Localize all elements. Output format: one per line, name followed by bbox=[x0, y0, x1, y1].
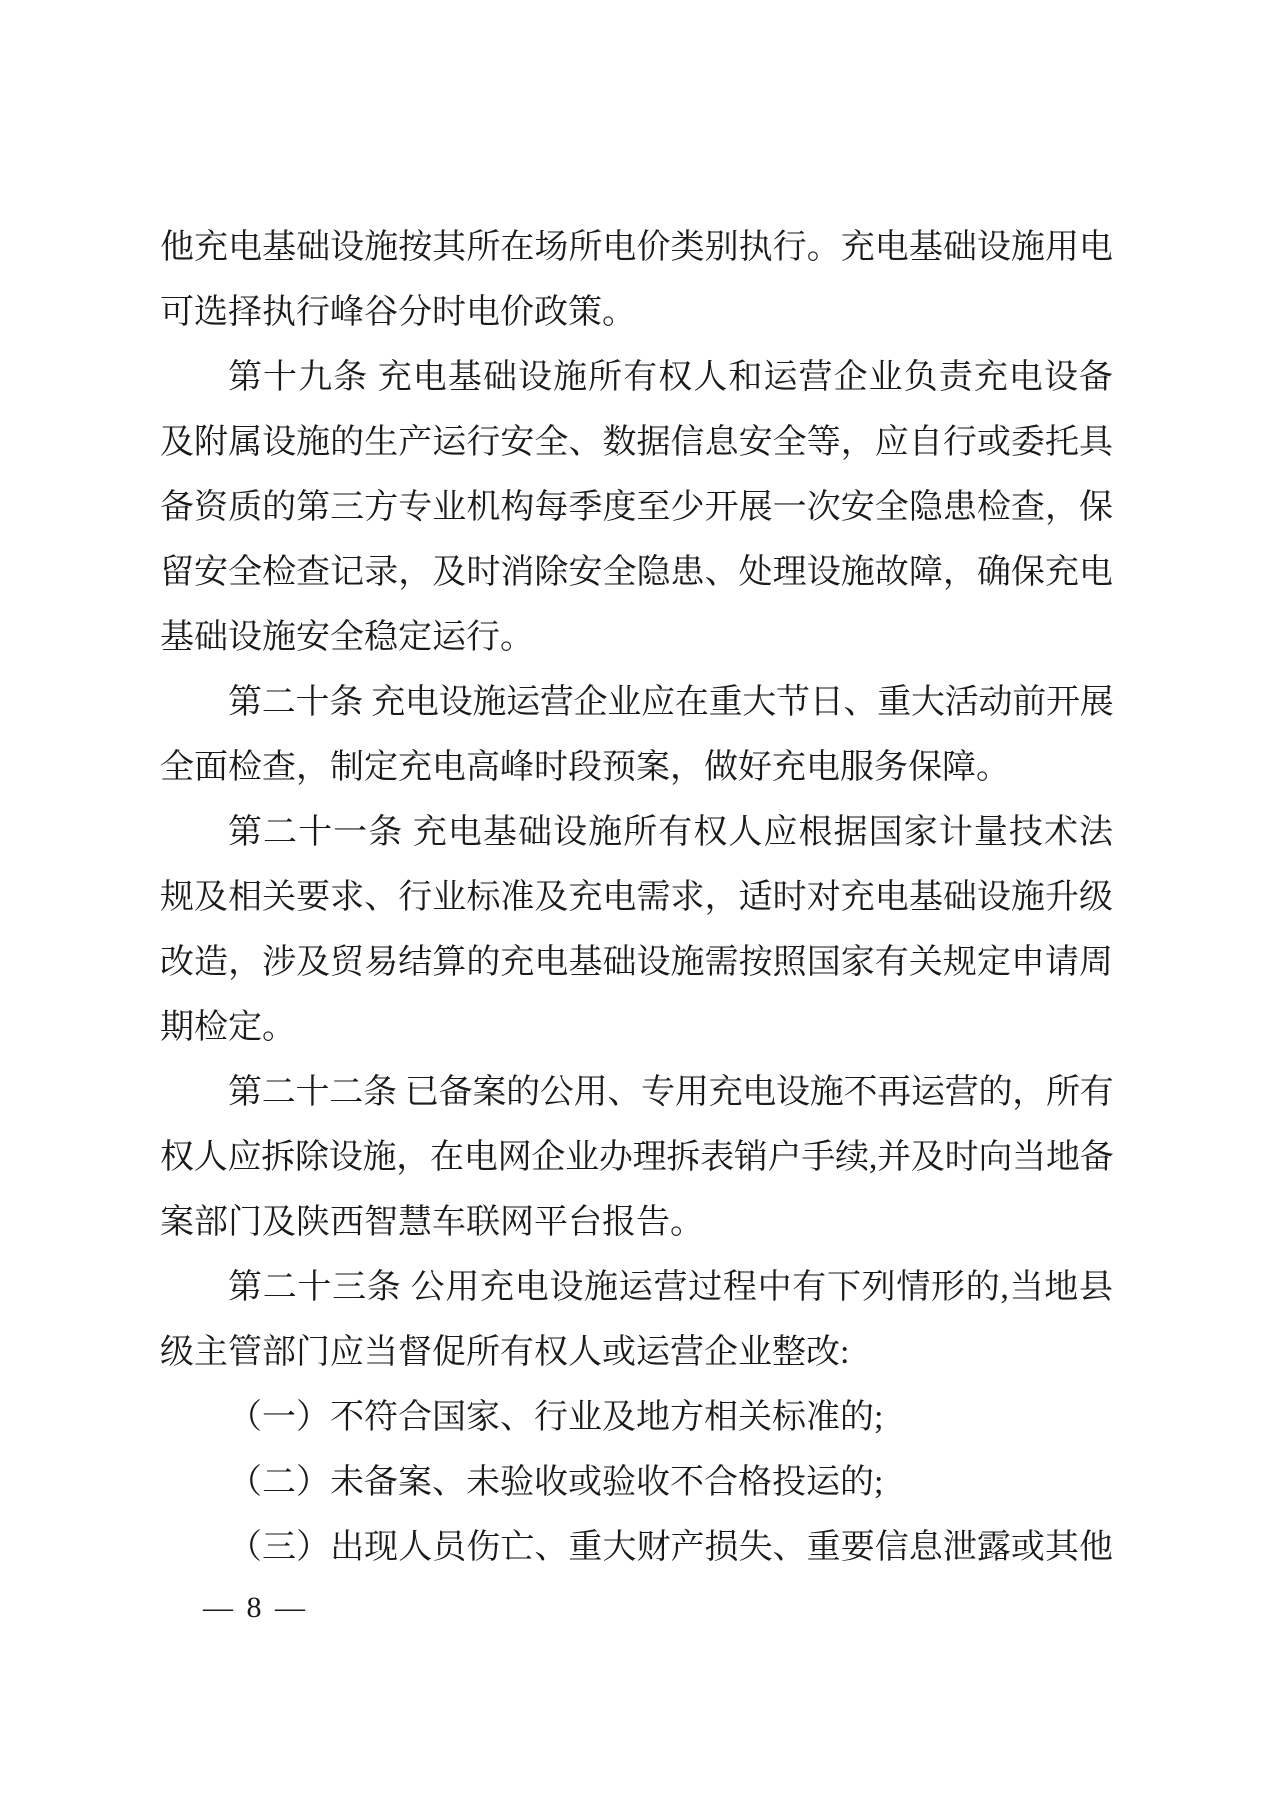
text-line: 改造，涉及贸易结算的充电基础设施需按照国家有关规定申请周 bbox=[160, 944, 1113, 981]
text-line: 及附属设施的生产运行安全、数据信息安全等，应自行或委托具 bbox=[160, 424, 1113, 461]
document-body bbox=[160, 215, 1113, 1580]
text-line: 留安全检查记录，及时消除安全隐患、处理设施故障，确保充电 bbox=[160, 554, 1113, 591]
text-line: （一）不符合国家、行业及地方相关标准的; bbox=[228, 1399, 884, 1436]
paragraph bbox=[160, 800, 1113, 1060]
paragraph bbox=[160, 215, 1113, 345]
text-line: 第十九条 充电基础设施所有权人和运营企业负责充电设备 bbox=[228, 359, 1113, 396]
text-line: 第二十条 充电设施运营企业应在重大节日、重大活动前开展 bbox=[228, 684, 1113, 721]
page-number: — 8 — bbox=[203, 1591, 308, 1624]
text-line: 级主管部门应当督促所有权人或运营企业整改: bbox=[160, 1334, 850, 1371]
text-line: 权人应拆除设施，在电网企业办理拆表销户手续,并及时向当地备 bbox=[160, 1139, 1113, 1176]
paragraph bbox=[160, 1385, 1113, 1450]
text-line: 可选择执行峰谷分时电价政策。 bbox=[160, 294, 636, 331]
paragraph bbox=[160, 1515, 1113, 1580]
text-line: 他充电基础设施按其所在场所电价类别执行。充电基础设施用电 bbox=[160, 229, 1113, 266]
text-line: 第二十二条 已备案的公用、专用充电设施不再运营的，所有 bbox=[228, 1074, 1113, 1111]
paragraph bbox=[160, 345, 1113, 670]
text-line: （三）出现人员伤亡、重大财产损失、重要信息泄露或其他 bbox=[228, 1529, 1113, 1566]
paragraph bbox=[160, 1450, 1113, 1515]
text-line: 第二十三条 公用充电设施运营过程中有下列情形的,当地县 bbox=[228, 1269, 1113, 1306]
text-line: 规及相关要求、行业标准及充电需求，适时对充电基础设施升级 bbox=[160, 879, 1113, 916]
text-line: 期检定。 bbox=[160, 1009, 296, 1046]
paragraph bbox=[160, 1060, 1113, 1255]
text-line: 案部门及陕西智慧车联网平台报告。 bbox=[160, 1204, 704, 1241]
text-line: 基础设施安全稳定运行。 bbox=[160, 619, 534, 656]
paragraph bbox=[160, 1255, 1113, 1385]
text-line: 全面检查，制定充电高峰时段预案，做好充电服务保障。 bbox=[160, 749, 1010, 786]
text-line: 第二十一条 充电基础设施所有权人应根据国家计量技术法 bbox=[228, 814, 1113, 851]
paragraph bbox=[160, 670, 1113, 800]
text-line: 备资质的第三方专业机构每季度至少开展一次安全隐患检查，保 bbox=[160, 489, 1113, 526]
text-line: （二）未备案、未验收或验收不合格投运的; bbox=[228, 1464, 884, 1501]
